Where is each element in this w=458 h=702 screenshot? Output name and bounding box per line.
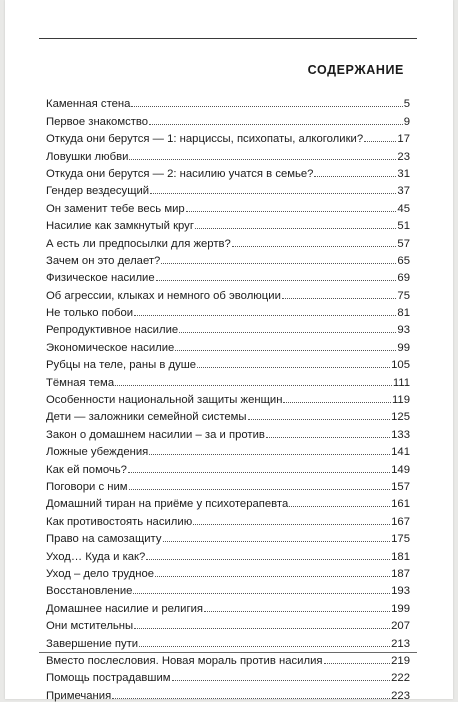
- toc-entry-title: Экономическое насилие: [46, 341, 175, 354]
- toc-entry-title: Уход… Куда и как?: [46, 550, 146, 563]
- toc-entry-title: Вместо послесловия. Новая мораль против насилия: [46, 654, 323, 667]
- toc-entry: [46, 180, 410, 197]
- toc-dot-leader: [150, 193, 396, 194]
- toc-entry-page: 17: [397, 133, 410, 146]
- toc-entry-title: Гендер вездесущий: [46, 185, 150, 198]
- toc-entry-page: 5: [403, 98, 410, 111]
- toc-entry-page: 45: [397, 202, 410, 215]
- toc-dot-leader: [149, 454, 390, 455]
- toc-dot-leader: [129, 159, 396, 160]
- toc-entry-title: Не только побои: [46, 307, 134, 320]
- toc-entry-title: Физическое насилие: [46, 272, 155, 285]
- toc-dot-leader: [314, 176, 396, 177]
- toc-entry-title: Как ей помочь?: [46, 463, 127, 476]
- toc-entry: [46, 145, 410, 162]
- toc-dot-leader: [364, 141, 396, 142]
- toc-dot-leader: [134, 315, 396, 316]
- toc-entry-page: 141: [391, 446, 410, 459]
- toc-entry: [46, 493, 410, 510]
- toc-dot-leader: [204, 611, 390, 612]
- toc-entry-page: 125: [391, 411, 410, 424]
- toc-dot-leader: [161, 263, 396, 264]
- toc-entry-page: 111: [392, 376, 410, 389]
- toc-entry-page: 105: [391, 359, 410, 372]
- toc-entry: [46, 371, 410, 388]
- toc-dot-leader: [324, 663, 391, 664]
- toc-entry: [46, 667, 410, 684]
- toc-entry-title: Первое знакомство: [46, 115, 149, 128]
- toc-entry: [46, 93, 410, 110]
- toc-entry-page: 175: [391, 533, 410, 546]
- toc-entry: [46, 632, 410, 649]
- toc-entry: [46, 267, 410, 284]
- toc-entry-page: 193: [391, 585, 410, 598]
- toc-dot-leader: [195, 228, 396, 229]
- toc-entry-title: Домашнее насилие и религия: [46, 602, 204, 615]
- toc-entry-title: Откуда они берутся — 2: насилию учатся в семье?: [46, 167, 314, 180]
- toc-dot-leader: [248, 419, 391, 420]
- toc-dot-leader: [139, 646, 390, 647]
- toc-dot-leader: [283, 402, 391, 403]
- toc-dot-leader: [129, 489, 391, 490]
- toc-entry: [46, 250, 410, 267]
- toc-entry-page: 31: [397, 167, 410, 180]
- toc-dot-leader: [282, 298, 397, 299]
- toc-entry: [46, 110, 410, 127]
- toc-entry-title: Он заменит тебе весь мир: [46, 202, 185, 215]
- toc-entry: [46, 684, 410, 701]
- toc-entry-title: Как противостоять насилию: [46, 515, 193, 528]
- toc-entry-page: 93: [397, 324, 410, 337]
- toc-dot-leader: [232, 246, 397, 247]
- toc-entry: [46, 215, 410, 232]
- toc-entry: [46, 528, 410, 545]
- toc-entry: [46, 441, 410, 458]
- toc-entry-page: 187: [391, 567, 410, 580]
- toc-entry-title: Уход – дело трудное: [46, 567, 155, 580]
- toc-entry-title: А есть ли предпосылки для жертв?: [46, 237, 231, 250]
- toc-entry: [46, 476, 410, 493]
- toc-entry-page: 207: [391, 620, 410, 633]
- toc-entry-page: 213: [391, 637, 410, 650]
- toc-entry: [46, 163, 410, 180]
- toc-entry-title: Об агрессии, клыках и немного об эволюции: [46, 289, 281, 302]
- toc-entry: [46, 563, 410, 580]
- toc-entry-page: 157: [391, 480, 410, 493]
- toc-entry-title: Каменная стена: [46, 98, 131, 111]
- toc-entry: [46, 284, 410, 301]
- toc-entry-page: 81: [397, 307, 410, 320]
- toc-entry: [46, 232, 410, 249]
- toc-entry: [46, 615, 410, 632]
- toc-entry: [46, 354, 410, 371]
- toc-entry-page: 57: [397, 237, 410, 250]
- top-rule: [39, 38, 417, 39]
- toc-entry-title: Поговори с ним: [46, 480, 128, 493]
- toc-entry-title: Репродуктивное насилие: [46, 324, 179, 337]
- toc-dot-leader: [131, 106, 402, 107]
- toc-entry-page: 149: [391, 463, 410, 476]
- toc-entry-page: 37: [397, 185, 410, 198]
- toc-entry-page: 99: [397, 341, 410, 354]
- toc-entry-title: Домашний тиран на приёме у психотерапевта: [46, 498, 289, 511]
- toc-entry: [46, 580, 410, 597]
- toc-dot-leader: [172, 680, 391, 681]
- toc-entry: [46, 545, 410, 562]
- toc-dot-leader: [156, 280, 397, 281]
- toc-dot-leader: [289, 506, 390, 507]
- toc-entry-title: Закон о домашнем насилии – за и против: [46, 428, 265, 441]
- toc-entry-page: 161: [391, 498, 410, 511]
- toc-entry-title: Тёмная тема: [46, 376, 115, 389]
- toc-dot-leader: [115, 385, 392, 386]
- toc-entry: [46, 128, 410, 145]
- toc-entry: [46, 597, 410, 614]
- toc-dot-leader: [163, 541, 391, 542]
- toc-entry-page: 65: [397, 254, 410, 267]
- toc-dot-leader: [186, 211, 397, 212]
- bottom-rule: [39, 652, 417, 653]
- toc-entry-title: Насилие как замкнутый круг: [46, 220, 194, 233]
- table-of-contents: [46, 93, 410, 702]
- toc-dot-leader: [266, 437, 390, 438]
- toc-entry-title: Помощь пострадавшим: [46, 672, 171, 685]
- toc-entry-title: Откуда они берутся — 1: нарциссы, психопаты, алкоголики?: [46, 133, 364, 146]
- toc-entry: [46, 458, 410, 475]
- toc-entry-page: 223: [391, 689, 410, 702]
- toc-entry-page: 23: [397, 150, 410, 163]
- toc-entry-title: Примечания: [46, 689, 112, 702]
- toc-entry-title: Они мстительны: [46, 620, 134, 633]
- toc-entry: [46, 423, 410, 440]
- toc-dot-leader: [133, 593, 390, 594]
- toc-dot-leader: [155, 576, 390, 577]
- page-title: СОДЕРЖАНИЕ: [307, 63, 404, 77]
- toc-entry-title: Рубцы на теле, раны в душе: [46, 359, 197, 372]
- toc-entry-title: Право на самозащиту: [46, 533, 162, 546]
- toc-entry: [46, 336, 410, 353]
- toc-entry-title: Завершение пути: [46, 637, 139, 650]
- toc-dot-leader: [193, 524, 390, 525]
- toc-entry: [46, 319, 410, 336]
- toc-entry-title: Ловушки любви: [46, 150, 129, 163]
- toc-entry-page: 219: [391, 654, 410, 667]
- toc-entry-page: 75: [397, 289, 410, 302]
- toc-dot-leader: [134, 628, 390, 629]
- toc-entry: [46, 302, 410, 319]
- toc-entry: [46, 389, 410, 406]
- toc-entry: [46, 406, 410, 423]
- book-page: [5, 0, 453, 702]
- toc-entry-title: Дети — заложники семейной системы: [46, 411, 247, 424]
- toc-dot-leader: [197, 367, 390, 368]
- toc-entry-title: Восстановление: [46, 585, 133, 598]
- toc-dot-leader: [149, 124, 403, 125]
- toc-dot-leader: [179, 332, 396, 333]
- toc-entry-page: 69: [397, 272, 410, 285]
- toc-entry-page: 222: [391, 672, 410, 685]
- toc-dot-leader: [146, 559, 390, 560]
- toc-entry-title: Зачем он это делает?: [46, 254, 161, 267]
- toc-entry-page: 167: [391, 515, 410, 528]
- toc-entry-page: 51: [397, 220, 410, 233]
- toc-entry: [46, 510, 410, 527]
- toc-entry-title: Ложные убеждения: [46, 446, 149, 459]
- toc-entry-page: 181: [391, 550, 410, 563]
- toc-entry-title: Особенности национальной защиты женщин: [46, 394, 283, 407]
- toc-entry-page: 119: [391, 394, 410, 407]
- toc-entry-page: 9: [403, 115, 410, 128]
- toc-entry: [46, 197, 410, 214]
- toc-dot-leader: [175, 350, 396, 351]
- toc-entry-page: 199: [391, 602, 410, 615]
- toc-entry-page: 133: [391, 428, 410, 441]
- toc-dot-leader: [128, 472, 390, 473]
